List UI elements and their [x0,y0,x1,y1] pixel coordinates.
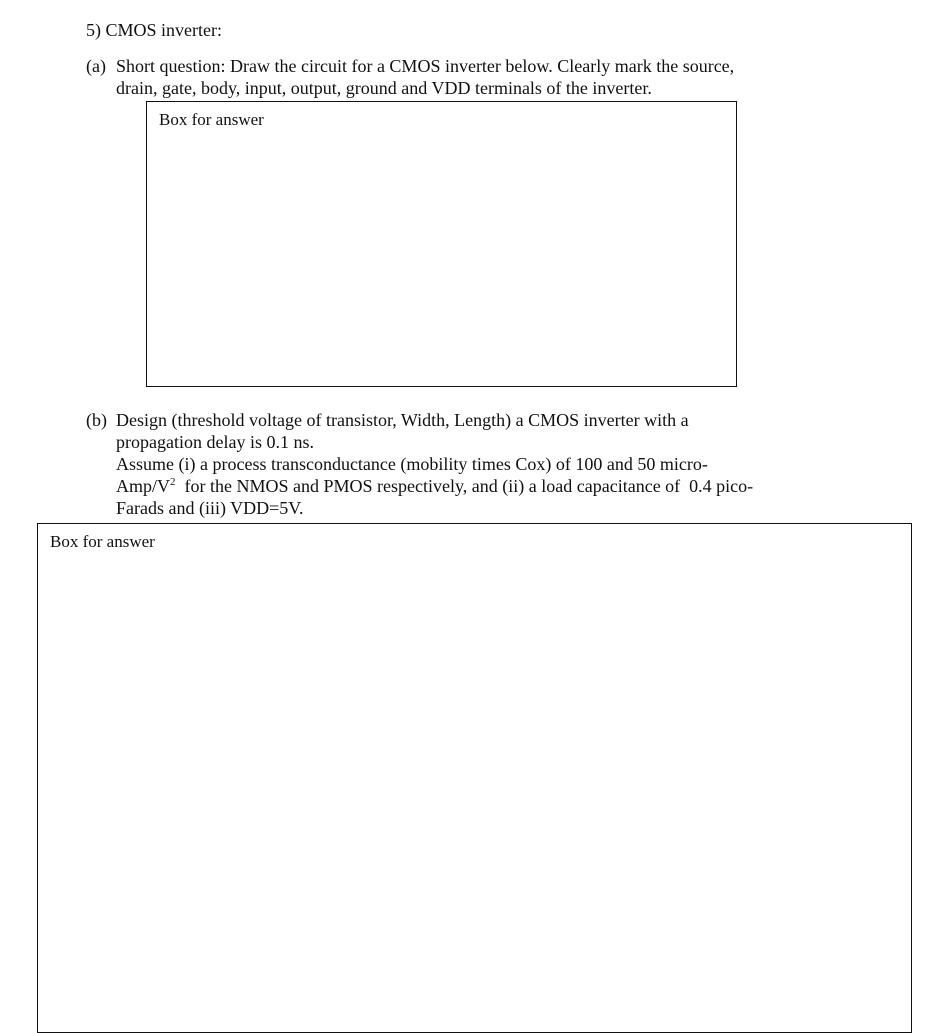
answer-box-a-label: Box for answer [159,110,264,129]
part-a-line-2: drain, gate, body, input, output, ground and VDD terminals of the inverter. [116,78,652,98]
part-b-line-4-rest: for the NMOS and PMOS respectively, and (ii) a load capacitance of 0.4 pico- [175,476,754,496]
part-b-marker: (b) [86,410,107,430]
part-a-marker: (a) [86,56,106,76]
part-b-line-1: Design (threshold voltage of transistor, Width, Length) a CMOS inverter with a [116,410,689,430]
part-b-line-3: Assume (i) a process transconductance (mobility times Cox) of 100 and 50 micro- [116,454,708,474]
part-b-line-2: propagation delay is 0.1 ns. [116,432,314,452]
part-b-line-4-exponent: 2 [170,476,176,488]
part-b-line-5: Farads and (iii) VDD=5V. [116,498,304,518]
part-b-line-4 [116,475,753,497]
part-a-line-1: Short question: Draw the circuit for a CMOS inverter below. Clearly mark the source, [116,56,735,76]
answer-box-a[interactable] [146,101,737,387]
answer-box-b-label: Box for answer [50,532,155,551]
answer-box-b[interactable] [37,523,912,1033]
question-heading: 5) CMOS inverter: [86,20,222,40]
part-b-line-4-unit: Amp/V [116,476,170,496]
